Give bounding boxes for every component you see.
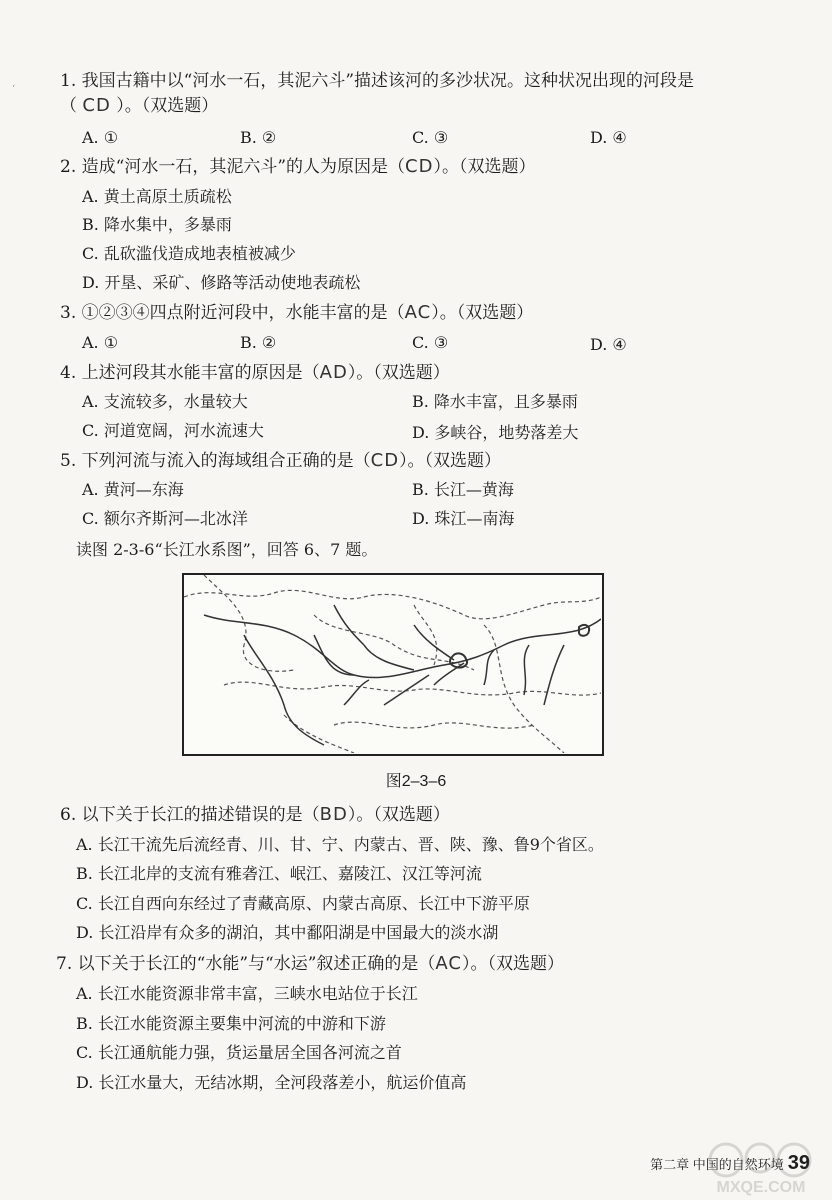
q7-option-a: A. 长江水能资源非常丰富，三峡水电站位于长江 (76, 984, 418, 1003)
figure-intro: 读图 2-3-6“长江水系图”，回答 6、7 题。 (76, 540, 378, 559)
q5-option-b: B. 长江—黄海 (412, 480, 514, 499)
question-2-stem (60, 156, 535, 178)
q3-option-d: D. ④ (590, 335, 627, 354)
scan-mark: ‘ (12, 84, 16, 95)
q3-option-b: B. ② (240, 333, 277, 352)
q5-prefix: 5. 下列河流与流入的海域组合正确的是（ (60, 451, 371, 471)
q5-suffix: ）。（双选题） (399, 451, 502, 471)
q3-suffix: ）。（双选题） (431, 303, 534, 323)
q7-option-b: B. 长江水能资源主要集中河流的中游和下游 (76, 1014, 386, 1033)
yangtze-river-map (182, 573, 604, 756)
river-system-drawing (184, 575, 601, 753)
question-5-answer: CD (370, 450, 400, 471)
q1-option-d: D. ④ (590, 128, 627, 147)
q2-option-a: A. 黄土高原土质疏松 (82, 187, 232, 206)
question-6-stem (60, 804, 450, 826)
question-1-stem: 1. 我国古籍中以“河水一石，其泥六斗”描述该河的多沙状况。这种状况出现的河段是 (60, 71, 695, 91)
q7-option-d: D. 长江水量大，无结冰期，全河段落差小，航运价值高 (76, 1073, 467, 1092)
q5-option-c: C. 额尔齐斯河—北冰洋 (82, 509, 248, 528)
q6-option-b: B. 长江北岸的支流有雅砻江、岷江、嘉陵江、汉江等河流 (76, 864, 482, 883)
question-6-answer: BD (319, 804, 348, 825)
q7-suffix: ）。（双选题） (461, 954, 564, 974)
q4-option-a: A. 支流较多，水量较大 (82, 392, 248, 411)
q2-option-d: D. 开垦、采矿、修路等活动使地表疏松 (82, 273, 361, 292)
q1-option-b: B. ② (240, 128, 277, 147)
question-1-answer-line (60, 95, 218, 117)
question-3-answer: AC (404, 302, 432, 323)
q4-option-d: D. 多峡谷，地势落差大 (412, 423, 579, 442)
q4-option-b: B. 降水丰富，且多暴雨 (412, 392, 578, 411)
question-4-answer: AD (319, 362, 348, 383)
question-5-stem (60, 450, 501, 472)
q6-suffix: ）。（双选题） (347, 805, 450, 825)
question-2-answer: CD (405, 156, 434, 177)
q5-option-a: A. 黄河—东海 (82, 480, 184, 499)
q2-prefix: 2. 造成“河水一石，其泥六斗”的人为原因是（ (60, 157, 406, 177)
question-1-answer: CD (82, 95, 111, 116)
question-4-stem (60, 362, 450, 384)
q1-option-a: A. ① (82, 128, 119, 147)
paren-open: （ (60, 96, 77, 116)
q4-prefix: 4. 上述河段其水能丰富的原因是（ (60, 363, 320, 383)
q4-suffix: ）。（双选题） (347, 363, 450, 383)
watermark-logo (696, 1136, 826, 1196)
question-3-stem (60, 302, 533, 324)
q6-option-d: D. 长江沿岸有众多的湖泊，其中鄱阳湖是中国最大的淡水湖 (76, 923, 499, 942)
svg-text:MXQE.COM: MXQE.COM (716, 1179, 806, 1196)
q6-prefix: 6. 以下关于长江的描述错误的是（ (60, 805, 320, 825)
chapter-title: 第二章 中国的自然环境 (650, 1157, 784, 1172)
q7-option-c: C. 长江通航能力强，货运量居全国各河流之首 (76, 1043, 402, 1062)
paren-close: ）。（双选题） (116, 96, 219, 116)
q2-option-b: B. 降水集中，多暴雨 (82, 215, 232, 234)
q3-option-c: C. ③ (412, 333, 449, 352)
q3-prefix: 3. ①②③④四点附近河段中，水能丰富的是（ (60, 303, 405, 323)
q2-option-c: C. 乱砍滥伐造成地表植被减少 (82, 244, 296, 263)
page-number: 39 (787, 1152, 810, 1174)
q6-option-c: C. 长江自西向东经过了青藏高原、内蒙古高原、长江中下游平原 (76, 894, 530, 913)
q3-option-a: A. ① (82, 333, 119, 352)
q4-option-c: C. 河道宽阔，河水流速大 (82, 421, 264, 440)
q1-option-c: C. ③ (412, 128, 449, 147)
q6-option-a: A. 长江干流先后流经青、川、甘、宁、内蒙古、晋、陕、豫、鲁9个省区。 (76, 835, 604, 854)
figure-caption: 图2–3–6 (385, 773, 447, 790)
question-7-stem (56, 953, 564, 975)
question-7-answer: AC (435, 953, 462, 974)
q2-suffix: ）。（双选题） (433, 157, 536, 177)
q7-prefix: 7. 以下关于长江的“水能”与“水运”叙述正确的是（ (56, 954, 436, 974)
q5-option-d: D. 珠江—南海 (412, 509, 515, 528)
